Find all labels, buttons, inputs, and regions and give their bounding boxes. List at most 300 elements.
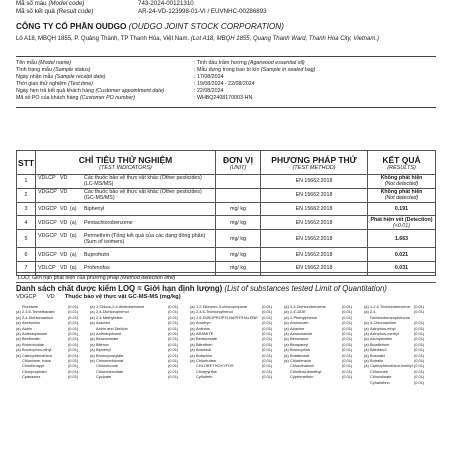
loq-item-name: Azaconazole — [290, 331, 313, 337]
loq-item-limit: (0.01) — [168, 331, 179, 337]
row-accreditation: (a) — [70, 265, 77, 272]
loq-item-limit: (0.01) — [262, 347, 273, 353]
row-stt: 7 — [17, 261, 36, 275]
info-row — [16, 60, 436, 67]
loq-item-limit: (0.01) — [68, 363, 79, 369]
loq-item-name: Aldrin — [22, 325, 32, 331]
loq-item-limit: (0.01) — [68, 320, 79, 326]
loq-item-accreditation: (a) — [364, 363, 369, 369]
row-result: 1.663 — [368, 230, 436, 248]
results-table — [16, 150, 436, 276]
row-indicator — [36, 175, 216, 189]
info-row — [16, 95, 436, 102]
loq-lab: VDGCP — [16, 294, 37, 300]
loq-item-accreditation: (a) — [16, 347, 21, 353]
loq-item-accreditation: (a) — [284, 309, 289, 315]
row-indicator-name: Permethrin (Tổng kết quả của các dạng đồng phân) (Sum of isomers) — [84, 232, 206, 245]
loq-item-limit: (0.01) — [168, 325, 179, 331]
loq-item-limit: (0.01) — [262, 374, 273, 380]
loq-group-name: Thuốc bảo vệ thực vật GC-MS-MS (mg/kg) — [64, 294, 181, 300]
loq-item-limit: (0.01) — [262, 336, 273, 342]
loq-item-accreditation: (a) — [364, 309, 369, 315]
loq-item-limit: (0.01) — [342, 320, 353, 326]
loq-item — [364, 380, 436, 385]
loq-item-limit: (0.01) — [68, 309, 79, 315]
loq-item-accreditation: (a) — [364, 304, 369, 309]
row-method: EN 15662:2018 — [261, 175, 368, 189]
loq-item-accreditation: (a) — [90, 352, 95, 358]
loq-item-name: Bromobutide — [22, 341, 45, 347]
row-indicator-name: Pentachlorobenzene — [84, 219, 133, 226]
row-lab-code: VDGCP — [38, 205, 57, 212]
row-stt: 3 — [17, 202, 36, 216]
info-row — [16, 67, 436, 74]
loq-item-limit: (0.01) — [262, 363, 273, 369]
result-code-label: Mã số kết quả (Result code) — [16, 8, 94, 15]
loq-item-limit: (0.01) — [68, 331, 79, 337]
loq-item-accreditation: (a) — [16, 352, 21, 358]
info-value: : 17/08/2024 — [194, 74, 224, 80]
row-unit-code: VD — [60, 265, 68, 272]
row-unit-code: VD — [60, 189, 68, 196]
loq-item-accreditation: (a) — [364, 358, 369, 364]
loq-item-limit: (0.01) — [342, 374, 353, 380]
loq-item-name: 2,4-Dichlorophenol — [96, 309, 129, 315]
loq-item-name: Atrazine — [290, 325, 305, 331]
loq-item-accreditation: (a) — [190, 341, 195, 347]
loq-item-accreditation: (a) — [284, 304, 289, 309]
loq-item-limit: (0.01) — [262, 314, 273, 320]
loq-column — [16, 304, 90, 385]
loq-item-accreditation: (a) — [284, 325, 289, 331]
row-unit-code: VD — [60, 232, 68, 239]
loq-item-name: Bioallethrin — [370, 341, 390, 347]
loq-item-limit: (0.01) — [262, 331, 273, 337]
loq-item-name: Fluridone — [22, 304, 39, 309]
loq-item-limit: (0.01) — [68, 368, 79, 374]
loq-column — [90, 304, 190, 385]
company-name: CÔNG TY CỔ PHẦN OUDGO (OUDGO JOINT STOCK CORPORATION) — [16, 22, 284, 31]
row-method: EN 15662:2018 — [261, 216, 368, 230]
loq-item-name: 2,4-Dichloroanisol — [22, 314, 54, 320]
loq-item-limit: (0.01) — [168, 341, 179, 347]
loq-item-name: 4-Chloroaniline — [370, 320, 397, 326]
table-row — [17, 248, 436, 262]
sample-info — [16, 60, 436, 102]
row-method: EN 15662:2018 — [261, 188, 368, 202]
loq-item-limit: (0.01) — [342, 358, 353, 364]
info-value: : WHBQ2408170003-HN — [194, 95, 253, 101]
loq-item-limit: (0.01) — [68, 374, 79, 380]
loq-item-limit: (0.01) — [168, 358, 179, 364]
loq-item-limit: (0.01) — [414, 341, 425, 347]
loq-item-name: Cyfluthrin — [196, 374, 213, 380]
loq-column — [364, 304, 436, 385]
loq-item-accreditation: (a) — [364, 341, 369, 347]
loq-item-accreditation: (a) — [90, 320, 95, 326]
loq-item-limit: (0.01) — [414, 331, 425, 337]
loq-item-limit: (0.01) — [414, 304, 425, 309]
row-indicator — [36, 230, 216, 248]
row-indicator — [36, 248, 216, 262]
loq-item-limit: (0.01) — [342, 347, 353, 353]
loq-item-accreditation: (a) — [284, 352, 289, 358]
results-header-row — [17, 151, 436, 175]
loq-item-limit: (0.01) — [168, 368, 179, 374]
loq-item-name: Chlorobenzilate — [96, 368, 124, 374]
row-result: 0.031 — [368, 261, 436, 275]
info-label: Thời gian thử nghiệm (Test time) — [16, 81, 93, 87]
loq-item-accreditation: (a) — [190, 352, 195, 358]
row-stt: 1 — [17, 175, 36, 189]
loq-item-accreditation: (a) — [90, 304, 95, 309]
loq-item-name: 1-Chloro-2,4-dinitrobenzene — [96, 304, 145, 309]
loq-item-limit: (0.01) — [168, 347, 179, 353]
loq-item-accreditation: (a) — [364, 352, 369, 358]
loq-item-name: Alachlor — [96, 320, 111, 326]
loq-item-limit: (0.01) — [342, 336, 353, 342]
loq-item-accreditation: (a) — [284, 358, 289, 364]
loq-item-limit: (0.01) — [414, 347, 425, 353]
loq-item-name: Benfuresate — [196, 336, 217, 342]
loq-item-accreditation: (a) — [190, 304, 195, 309]
row-indicator-name: Các thuốc bảo vệ thực vật khác (Other pesticides) (LC-MS/MS) — [84, 175, 202, 188]
loq-item-accreditation: (a) — [284, 336, 289, 342]
row-method: EN 15662:2018 — [261, 202, 368, 216]
loq-item-accreditation: (a) — [284, 320, 289, 326]
loq-group-header — [16, 294, 436, 300]
info-row — [16, 88, 436, 95]
loq-item-accreditation: (a) — [90, 331, 95, 337]
loq-item-accreditation: (a) — [90, 309, 95, 315]
loq-column — [284, 304, 364, 385]
loq-item-limit: (0.01) — [414, 358, 425, 364]
loq-item-name: Chlorfenson — [290, 358, 311, 364]
row-stt: 5 — [17, 230, 36, 248]
loq-item-accreditation: (a) — [364, 331, 369, 337]
row-stt: 4 — [17, 216, 36, 230]
info-label: Ngày hẹn trả kết quả khách hàng (Customer appointment date) — [16, 88, 165, 94]
sample-code-row — [16, 0, 436, 8]
loq-item-name: 2,4-Dichlorobenzophenone — [370, 309, 411, 320]
loq-item-name: Anthraquinone — [22, 331, 48, 337]
loq-item-accreditation: (a) — [90, 314, 95, 320]
loq-item-limit: (0.01) — [414, 363, 425, 369]
loq-item-limit: (0.01) — [168, 304, 179, 309]
loq-item-limit: (0.01) — [68, 341, 79, 347]
row-unit-code: VD — [60, 251, 68, 258]
loq-item-name: Binapacryl — [290, 341, 309, 347]
loq-item-limit: (0.01) — [168, 352, 179, 358]
table-row — [17, 230, 436, 248]
loq-item-name: Chinomethionat — [96, 358, 124, 364]
loq-item-accreditation: (a) — [16, 325, 21, 331]
loq-item-accreditation: (a) — [364, 320, 369, 326]
row-unit: mg/ kg — [216, 216, 261, 230]
loq-column — [190, 304, 284, 385]
loq-item-limit: (0.01) — [68, 314, 79, 320]
loq-item-name: Bromacil — [196, 347, 212, 353]
info-row — [16, 81, 436, 88]
sample-code-value: 743-2024-00121310 — [138, 0, 194, 7]
loq-item-name: Cycloate — [96, 374, 112, 380]
loq-item — [90, 374, 190, 379]
loq-item-name: Butachlor — [196, 352, 213, 358]
info-value: : 22/08/2024 — [194, 88, 224, 94]
row-unit — [216, 175, 261, 189]
loq-item-limit: (0.01) — [68, 347, 79, 353]
row-indicator — [36, 188, 216, 202]
header-method: PHƯƠNG PHÁP THỬ (TEST METHOD) — [261, 151, 368, 175]
row-result: Không phát hiện (Not detected) — [368, 188, 436, 202]
loq-item-limit: (0.01) — [414, 309, 425, 315]
loq-item-limit: (0.01) — [262, 309, 273, 315]
loq-item-name: Chlorthal-dimethyl — [290, 368, 322, 374]
loq-item-accreditation: (a) — [190, 314, 195, 320]
header-stt: STT — [17, 151, 36, 175]
loq-item-name: Bromophos-ethyl — [22, 347, 52, 353]
loq-item-name: Benfluralin — [22, 336, 41, 342]
info-label: Tên mẫu (Model name) — [16, 60, 72, 66]
loq-ud: VD — [46, 294, 55, 300]
loq-item-accreditation: (a) — [284, 347, 289, 353]
row-unit-code: VD — [60, 205, 68, 212]
loq-item-name: Benzoximate — [96, 336, 119, 342]
row-method: EN 15662:2018 — [261, 248, 368, 262]
loq-item-name: Biphenyl — [96, 347, 111, 353]
row-unit-code: VD — [60, 175, 68, 182]
loq-item-accreditation: (a) — [364, 347, 369, 353]
loq-item-limit: (0.01) — [342, 368, 353, 374]
row-unit: mg/ kg — [216, 261, 261, 275]
loq-item-name: 1,2-Dibromo-3-chloropropane — [196, 304, 248, 309]
loq-item-limit: (0.01) — [168, 336, 179, 342]
loq-item-name: Carbophenothion-methyl — [370, 363, 413, 369]
row-result: 0.021 — [368, 248, 436, 262]
loq-item-limit: (0.01) — [342, 309, 353, 315]
loq-item-limit: (0.01) — [262, 368, 273, 374]
row-unit: mg/ kg — [216, 230, 261, 248]
loq-item-name: 2,4,6-Trichlorophenol — [196, 309, 233, 315]
loq-item-name: Cypermethrin — [290, 374, 314, 380]
loq-item-name: Chlorothalonil — [290, 363, 314, 369]
loq-item-limit: (0.01) — [262, 325, 273, 331]
row-unit — [216, 188, 261, 202]
row-stt: 6 — [17, 248, 36, 262]
loq-item-name: 2-Phenylphenol — [290, 314, 318, 320]
loq-item-name: Ametryn — [196, 320, 211, 326]
loq-item-limit: (0.01) — [414, 320, 425, 326]
divider — [16, 56, 436, 57]
loq-item-accreditation: (a) — [190, 358, 195, 364]
loq-item-accreditation: (a) — [190, 331, 195, 337]
loq-item — [16, 374, 90, 379]
loq-item-name: Bitertanol — [370, 347, 387, 353]
loq-item-limit: (0.01) — [68, 352, 79, 358]
loq-item-name: Bifenox — [96, 341, 109, 347]
result-code-value: AR-24-VD-123998-01-VI / EUVNHC-00286893 — [138, 8, 267, 15]
loq-item-name: 2,4-Methylester — [96, 314, 123, 320]
row-lab-code: VDGCP — [38, 232, 57, 239]
row-lab-code: VDGCP — [38, 189, 57, 196]
loq-item-limit: (0.01) — [168, 314, 179, 320]
loq-item-limit: (0.01) — [68, 325, 79, 331]
loq-item-accreditation: (a) — [16, 320, 21, 326]
loq-item-accreditation: (a) — [190, 336, 195, 342]
row-result: 0.191 — [368, 202, 436, 216]
loq-item — [190, 374, 284, 379]
loq-item-limit: (0.01) — [342, 304, 353, 309]
info-label: Ngày nhận mẫu (Sample receipt date) — [16, 74, 106, 80]
loq-item-limit: (0.01) — [414, 368, 425, 374]
loq-item-accreditation: (a) — [90, 347, 95, 353]
loq-item-limit: (0.01) — [414, 374, 425, 380]
loq-item-name: Azinphos-methyl — [370, 331, 399, 337]
sample-code-block — [16, 0, 436, 16]
loq-item-accreditation: (a) — [16, 331, 21, 337]
row-lab-code: VDGCP — [38, 219, 57, 226]
loq-item-limit: (0.01) — [262, 320, 273, 326]
loq-item-accreditation: (a) — [190, 347, 195, 353]
loq-item-name: 2,6-DIISOPROPYLNAPHTHALENE — [196, 314, 258, 320]
row-accreditation: (a) — [70, 205, 77, 212]
loq-item-limit: (0.01) — [342, 331, 353, 337]
loq-item-limit: (0.01) — [414, 352, 425, 358]
row-stt: 2 — [17, 188, 36, 202]
loq-item-name: ARAMITE — [196, 331, 214, 337]
loq-item-name: Cyanazine — [22, 374, 41, 380]
info-row — [16, 74, 436, 81]
row-lab-code: VDLCP — [38, 175, 56, 182]
loq-item-name: Chlorbufam — [196, 358, 217, 364]
loq-item-name: Boscalid — [370, 352, 385, 358]
lod-note: LOD: Giới hạn phát hiện của phương pháp (Method detection limit) — [16, 272, 436, 283]
loq-item-name: Anilofos — [196, 325, 210, 331]
row-method: EN 15662:2018 — [261, 261, 368, 275]
header-unit: ĐƠN VỊ (UNIT) — [216, 151, 261, 175]
row-lab-code: VDLCP — [38, 265, 56, 272]
loq-item-name: CHLORETHOXYFOS — [196, 363, 234, 369]
loq-item-name: Chlorfenapyr — [22, 363, 45, 369]
loq-item-name: Aminocarb — [290, 320, 309, 326]
loq-item-accreditation: (a) — [190, 309, 195, 315]
loq-item-accreditation: (a) — [90, 341, 95, 347]
loq-item-limit: (0.01) — [414, 336, 425, 342]
loq-item-name: Aldrin and Dieldrin — [96, 325, 128, 331]
loq-item-limit: (0.01) — [168, 309, 179, 315]
loq-item-name: Bromopropylate — [96, 352, 124, 358]
loq-item-limit: (0.01) — [68, 336, 79, 342]
info-value: : Tinh dầu trầm hương (Agarwood essential oil) — [194, 60, 305, 66]
table-row — [17, 188, 436, 202]
loq-item-accreditation: (a) — [90, 336, 95, 342]
table-row — [17, 175, 436, 189]
loq-item-name: 1,2,4-Trichlorobenzene — [370, 304, 410, 309]
loq-item-accreditation: (a) — [190, 325, 195, 331]
row-indicator-name: Biphenyl — [84, 205, 105, 212]
loq-item — [364, 309, 436, 320]
loq-item-accreditation: (a) — [16, 336, 21, 342]
loq-item-name: 2,3,5-Trimethacarb — [22, 309, 55, 315]
loq-item-accreditation: (a) — [284, 341, 289, 347]
loq-item-name: Acetochlor — [22, 320, 41, 326]
loq-item-accreditation: (a) — [190, 320, 195, 326]
loq-item-name: Chlozolinate — [370, 374, 392, 380]
header-result: KẾT QUẢ (RESULTS) — [368, 151, 436, 175]
row-unit: mg/ kg — [216, 202, 261, 216]
loq-item-limit: (0.01) — [262, 341, 273, 347]
loq-item-name: Anthraquinone — [96, 331, 122, 337]
loq-item-accreditation: (a) — [16, 309, 21, 315]
loq-item-name: Chlorpropham — [22, 368, 47, 374]
table-row — [17, 216, 436, 230]
row-indicator-name: Buprofezin — [84, 251, 110, 258]
loq-item-name: Butafenacil — [290, 352, 310, 358]
loq-item-limit: (0.01) — [168, 320, 179, 326]
row-method: EN 15662:2018 — [261, 230, 368, 248]
company-address: Lô A18, MBQH 1855, P. Quảng Thành, TP Thanh Hóa, Việt Nam. (Lot A18, MBQH 1855, Quang Thanh Ward, Thanh Hoa City, Vietnam.) — [16, 36, 380, 42]
loq-item-name: Benoxacor — [290, 336, 309, 342]
row-indicator-name: Profenofos — [84, 265, 110, 272]
loq-item-accreditation: (a) — [364, 336, 369, 342]
loq-item-accreditation: (a) — [364, 325, 369, 331]
loq-item-limit: (0.01) — [342, 341, 353, 347]
loq-item-limit: (0.01) — [262, 358, 273, 364]
loq-item — [284, 374, 364, 379]
row-result: Không phát hiện (Not detected) — [368, 175, 436, 189]
loq-item-name: Bifenthrin — [196, 341, 213, 347]
row-indicator — [36, 202, 216, 216]
info-label: Tình trạng mẫu (Sample status) — [16, 67, 91, 73]
loq-item-name: Azinphos-ethyl — [370, 325, 396, 331]
info-label: Mã số PO của khách hàng (Customer PO number) — [16, 95, 135, 101]
loq-item-accreditation: (a) — [16, 341, 21, 347]
info-value: : Mẫu đựng trong bao bì kín (Sample in sealed bag) — [194, 67, 316, 73]
loq-item-accreditation: (a) — [16, 314, 21, 320]
table-row — [17, 202, 436, 216]
loq-item-name: Chlordane, trans — [22, 358, 51, 364]
loq-list — [16, 304, 436, 385]
loq-item-accreditation: (a) — [284, 331, 289, 337]
loq-item-accreditation: (a) — [284, 314, 289, 320]
loq-item-name: Cyhalothrin — [370, 379, 390, 385]
sample-code-label: Mã số mẫu (Model code) — [16, 0, 85, 7]
loq-item-limit: (0.01) — [262, 352, 273, 358]
loq-item-name: Chlorpyrifos — [196, 368, 217, 374]
loq-item-limit: (0.01) — [342, 325, 353, 331]
loq-item-name: Butralin — [370, 358, 384, 364]
row-accreditation: (a) — [70, 251, 77, 258]
loq-item-name: Bromophos — [290, 347, 310, 353]
loq-item-name: Chlordecone — [96, 363, 119, 369]
loq-item-limit: (0.01) — [342, 363, 353, 369]
row-unit-code: VD — [60, 219, 68, 226]
loq-item-name: Azoxystrobin — [370, 336, 393, 342]
row-indicator — [36, 216, 216, 230]
loq-item-limit: (0.01) — [68, 358, 79, 364]
loq-title: Danh sách chất được kiểm LOQ = Giới hạn định lượng) (List of substances tested Limit of Quantitation) — [16, 284, 387, 293]
loq-item-name: Chloroneb — [370, 368, 388, 374]
loq-item-limit: (0.01) — [342, 314, 353, 320]
row-accreditation — [70, 175, 84, 187]
row-unit: mg/ kg — [216, 248, 261, 262]
row-indicator-name: Các thuốc bảo vệ thực vật khác (Other pesticides) (GC-MS/MS) — [84, 189, 202, 202]
info-value: : 19/08/2024 - 22/08/2024 — [194, 81, 255, 87]
divider — [16, 107, 436, 108]
loq-item-name: 2,4'-DDE — [290, 309, 306, 315]
result-code-row — [16, 8, 436, 16]
row-accreditation: (a) — [70, 219, 77, 226]
